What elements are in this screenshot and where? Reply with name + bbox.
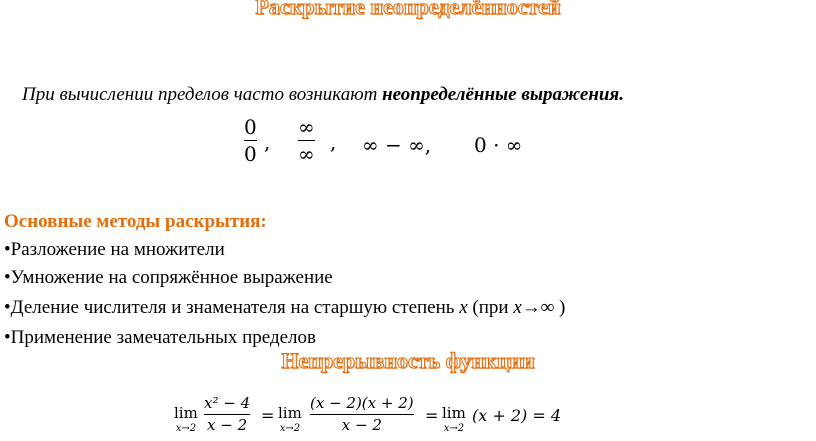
fraction-bar [204, 414, 250, 415]
fraction-bar [298, 140, 315, 141]
continuity-title: Непрерывность функции [281, 348, 535, 373]
intro-bold-term: неопределённые выражения. [382, 84, 624, 105]
method-item-division [4, 297, 565, 319]
lim-subscript: x→2 [443, 423, 465, 434]
limit-operator [442, 406, 466, 436]
form-numerator: ∞ [298, 115, 315, 139]
division-close: ) [554, 297, 566, 318]
methods-heading: Основные методы раскрытия: [4, 211, 267, 232]
equals-sign: = [261, 406, 275, 425]
method-item: •Умножение на сопряжённое выражение [4, 267, 333, 288]
form-denominator: 0 [244, 142, 257, 166]
form-denominator: ∞ [298, 142, 315, 166]
limit-fraction-1 [204, 395, 250, 434]
lim-subscript: x→2 [175, 423, 197, 434]
intro-text: При вычислении пределов часто возникают [22, 84, 383, 105]
form-inf-over-inf [298, 116, 315, 165]
fraction-numerator: (x − 2)(x + 2) [310, 394, 414, 412]
fraction-bar [310, 414, 414, 415]
fraction-denominator: x − 2 [207, 416, 248, 434]
equals-sign: = [425, 406, 439, 425]
limit-operator [174, 406, 198, 436]
form-separator: , [330, 130, 337, 154]
division-limit: x→∞ [513, 297, 555, 318]
method-item: •Применение замечательных пределов [4, 327, 317, 348]
division-paren: (при [467, 297, 514, 318]
lim-word: lim [174, 404, 198, 422]
limit-fraction-2 [310, 395, 414, 434]
fraction-numerator: x² − 4 [204, 394, 251, 412]
limit-result: (x + 2) = 4 [472, 406, 562, 425]
fraction-bar [244, 140, 257, 141]
method-item: •Разложение на множители [4, 239, 225, 260]
division-variable: x [459, 297, 468, 318]
page-title: Раскрытие неопределённостей [255, 0, 561, 19]
lim-word: lim [278, 404, 302, 422]
form-zero-over-zero [244, 116, 257, 165]
intro-sentence [22, 84, 624, 106]
form-separator: , [264, 130, 271, 154]
form-inf-minus-inf: ∞ − ∞, [362, 133, 432, 157]
lim-subscript: x→2 [279, 423, 301, 434]
limit-operator [278, 406, 302, 436]
form-zero-times-inf: 0 · ∞ [474, 133, 523, 157]
form-numerator: 0 [244, 115, 257, 139]
division-text: •Деление числителя и знаменателя на старшую степень [4, 297, 460, 318]
lim-word: lim [442, 404, 466, 422]
fraction-denominator: x − 2 [341, 416, 382, 434]
